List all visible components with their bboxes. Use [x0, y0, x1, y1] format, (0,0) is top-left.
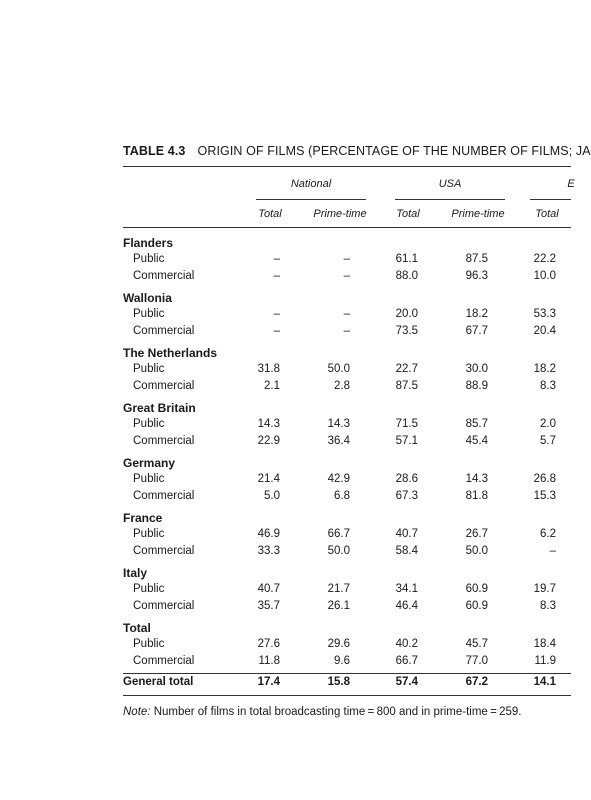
column-header-usa-total: Total	[396, 208, 420, 220]
column-header-national-total: Total	[258, 208, 282, 220]
table-cell: 10.0	[533, 270, 556, 282]
group-underline-usa	[395, 199, 505, 200]
table-cell: 46.9	[257, 528, 280, 540]
table-cell: 50.0	[465, 545, 488, 557]
section-heading: Italy	[123, 566, 148, 580]
table-caption	[123, 144, 591, 158]
note-lead: Note:	[123, 706, 151, 718]
row-label: Commercial	[133, 490, 195, 502]
section-great-britain	[0, 401, 571, 418]
table-cell: 19.7	[533, 583, 556, 595]
table-cell: 20.0	[395, 308, 418, 320]
table-cell: 87.5	[395, 380, 418, 392]
table-cell: 35.7	[257, 600, 280, 612]
table-row	[0, 600, 571, 617]
table-cell: –	[343, 270, 350, 282]
table-cell: 2.1	[264, 380, 280, 392]
table-cell: 66.7	[327, 528, 350, 540]
table-row	[0, 528, 571, 545]
table-cell: –	[549, 545, 556, 557]
table-cell: 27.6	[257, 638, 280, 650]
table-cell: 22.2	[533, 253, 556, 265]
table-number: TABLE 4.3	[123, 144, 186, 158]
table-cell: 2.8	[334, 380, 350, 392]
table-cell: –	[273, 253, 280, 265]
section-heading: Total	[123, 621, 151, 635]
note-text: Number of films in total broadcasting time = 800 and in prime-time = 259.	[150, 706, 522, 718]
table-cell: 5.7	[540, 435, 556, 447]
table-cell: 22.7	[395, 363, 418, 375]
table-cell: 66.7	[395, 655, 418, 667]
table-cell: 61.1	[395, 253, 418, 265]
table-cell: 18.4	[533, 638, 556, 650]
group-header-usa: USA	[438, 178, 462, 190]
table-cell: 8.3	[540, 600, 556, 612]
table-row	[0, 473, 571, 490]
table-cell: 67.3	[395, 490, 418, 502]
row-label: Commercial	[133, 600, 195, 612]
row-label: Commercial	[133, 655, 195, 667]
table-cell: 14.3	[257, 418, 280, 430]
table-cell: 28.6	[395, 473, 418, 485]
table-row	[0, 270, 571, 287]
column-header-usa-prime-time: Prime-time	[451, 208, 505, 220]
row-label: Commercial	[133, 380, 195, 392]
row-label: Public	[133, 638, 165, 650]
section-total	[0, 621, 571, 638]
table-row	[0, 418, 571, 435]
table-cell: 21.4	[257, 473, 280, 485]
table-cell: 53.3	[533, 308, 556, 320]
table-cell: 11.8	[258, 655, 280, 667]
section-heading: Great Britain	[123, 401, 196, 415]
row-label: Public	[133, 363, 165, 375]
row-label: Public	[133, 583, 165, 595]
table-cell: 57.4	[395, 676, 418, 688]
table-cell: 36.4	[327, 435, 350, 447]
table-row	[0, 583, 571, 600]
row-label: Commercial	[133, 325, 195, 337]
section-italy	[0, 566, 571, 583]
table-cell: 15.3	[533, 490, 556, 502]
table-cell: –	[343, 253, 350, 265]
table-row	[0, 363, 571, 380]
table-row	[0, 545, 571, 562]
table-cell: 40.2	[395, 638, 418, 650]
table-cell: 29.6	[327, 638, 350, 650]
table-cell: 14.3	[465, 473, 488, 485]
table-row	[0, 435, 571, 452]
table-cell: 60.9	[465, 600, 488, 612]
table-cell: 45.4	[465, 435, 488, 447]
table-cell: 18.2	[465, 308, 488, 320]
table-row	[0, 253, 571, 270]
row-label: Public	[133, 253, 165, 265]
table-cell: 8.3	[540, 380, 556, 392]
table-cell: 30.0	[465, 363, 488, 375]
group-header-national: National	[290, 178, 332, 190]
table-row	[0, 380, 571, 397]
section-the-netherlands	[0, 346, 571, 363]
row-label: Public	[133, 308, 165, 320]
table-cell: 14.1	[533, 676, 556, 688]
row-label: Public	[133, 528, 165, 540]
table-cell: –	[343, 308, 350, 320]
bottom-rule	[123, 695, 571, 696]
table-cell: 50.0	[327, 545, 350, 557]
row-label: Commercial	[133, 545, 195, 557]
general-total-row	[0, 676, 571, 693]
table-cell: 58.4	[395, 545, 418, 557]
section-heading: Flanders	[123, 236, 174, 250]
table-cell: 85.7	[465, 418, 488, 430]
table-cell: 67.7	[465, 325, 488, 337]
column-header-europe-total: Total	[535, 208, 559, 220]
table-cell: 73.5	[395, 325, 418, 337]
table-row	[0, 490, 571, 507]
row-label: Commercial	[133, 435, 195, 447]
header-rule	[123, 227, 571, 228]
table-cell: 18.2	[533, 363, 556, 375]
table-cell: 26.7	[465, 528, 488, 540]
table-row	[0, 308, 571, 325]
table-cell: 67.2	[465, 676, 488, 688]
section-heading: The Netherlands	[123, 346, 218, 360]
table-cell: 71.5	[395, 418, 418, 430]
table-cell: 11.9	[534, 655, 556, 667]
section-flanders	[0, 236, 571, 253]
table-cell: 42.9	[327, 473, 350, 485]
table-cell: 88.0	[395, 270, 418, 282]
table-note	[123, 706, 522, 718]
group-underline-europe	[530, 199, 571, 200]
column-header-national-prime-time: Prime-time	[313, 208, 367, 220]
table-cell: 2.0	[540, 418, 556, 430]
total-top-rule	[123, 673, 571, 674]
table-cell: 20.4	[533, 325, 556, 337]
row-label: Public	[133, 418, 165, 430]
table-cell: 34.1	[395, 583, 418, 595]
table-row	[0, 638, 571, 655]
table-row	[0, 325, 571, 342]
top-rule	[123, 166, 571, 167]
table-cell: 31.8	[257, 363, 280, 375]
table-cell: 26.1	[327, 600, 350, 612]
table-cell: 5.0	[264, 490, 280, 502]
table-cell: 45.7	[465, 638, 488, 650]
row-label: Public	[133, 473, 165, 485]
table-cell: 40.7	[257, 583, 280, 595]
table-cell: –	[273, 325, 280, 337]
table-cell: 96.3	[465, 270, 488, 282]
table-cell: 22.9	[257, 435, 280, 447]
group-underline-national	[256, 199, 366, 200]
section-wallonia	[0, 291, 571, 308]
group-header-europe: E	[567, 178, 575, 190]
row-label: Commercial	[133, 270, 195, 282]
table-cell: 46.4	[395, 600, 418, 612]
table-cell: 26.8	[533, 473, 556, 485]
table-cell: 40.7	[395, 528, 418, 540]
table-cell: 77.0	[465, 655, 488, 667]
section-heading: France	[123, 511, 163, 525]
table-cell: 6.2	[540, 528, 556, 540]
table-cell: 6.8	[334, 490, 350, 502]
table-cell: –	[343, 325, 350, 337]
section-france	[0, 511, 571, 528]
table-cell: 14.3	[327, 418, 350, 430]
table-cell: 50.0	[327, 363, 350, 375]
table-cell: 88.9	[465, 380, 488, 392]
section-heading: Germany	[123, 456, 176, 470]
table-title: ORIGIN OF FILMS (PERCENTAGE OF THE NUMBER OF FILMS; JA	[197, 144, 591, 158]
table-cell: –	[273, 308, 280, 320]
section-heading: Wallonia	[123, 291, 172, 305]
table-row	[0, 655, 571, 672]
table-cell: –	[273, 270, 280, 282]
row-label: General total	[123, 676, 194, 688]
table-cell: 9.6	[334, 655, 350, 667]
table-cell: 60.9	[465, 583, 488, 595]
table-cell: 15.8	[327, 676, 350, 688]
table-cell: 87.5	[465, 253, 488, 265]
section-germany	[0, 456, 571, 473]
table-cell: 57.1	[395, 435, 418, 447]
table-cell: 17.4	[257, 676, 280, 688]
table-cell: 21.7	[327, 583, 350, 595]
table-cell: 33.3	[257, 545, 280, 557]
table-cell: 81.8	[465, 490, 488, 502]
